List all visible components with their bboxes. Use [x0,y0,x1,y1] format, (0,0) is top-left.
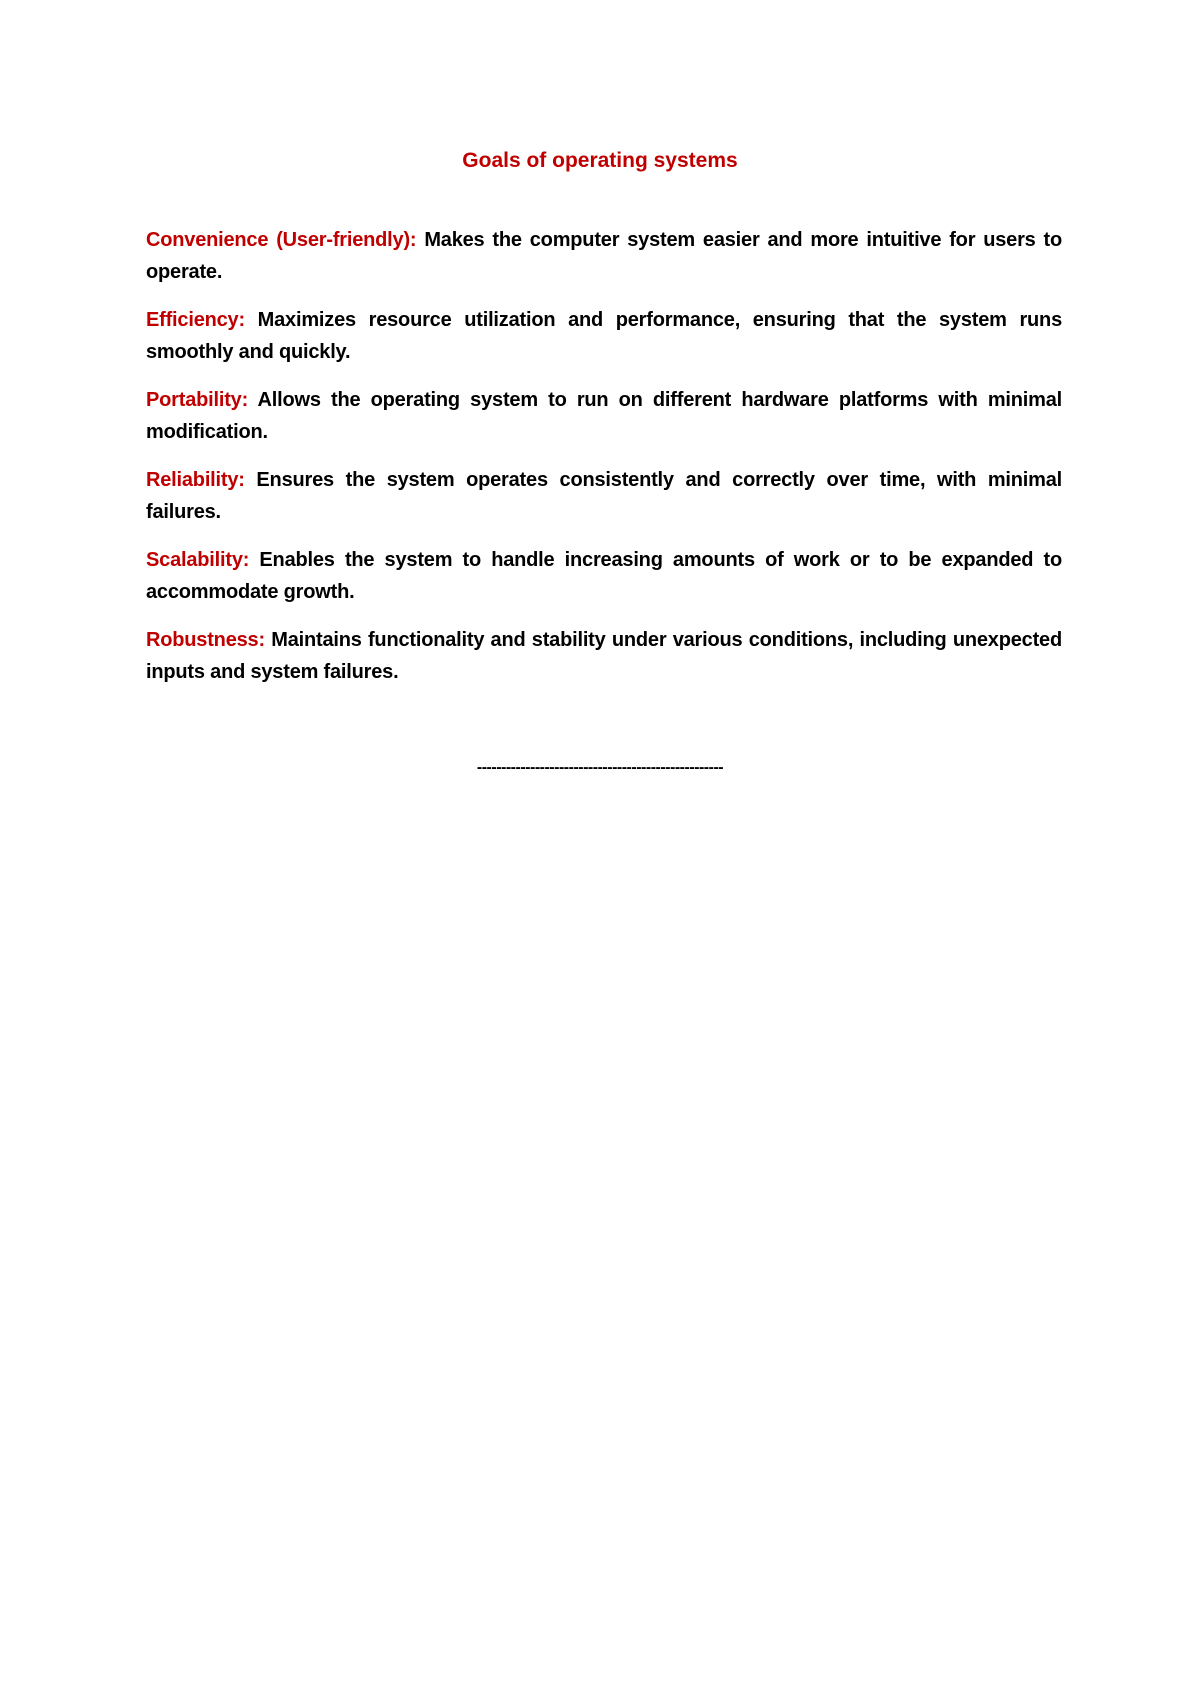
goal-description: Maintains functionality and stability under various conditions, including unexpected inputs and system failures. [146,629,1062,683]
goal-term: Robustness: [146,629,265,651]
goal-item-portability [146,384,1062,448]
goal-description: Ensures the system operates consistently and correctly over time, with minimal failures. [146,469,1063,523]
goal-description: Makes the computer system easier and more intuitive for users to operate. [146,229,1062,283]
goal-item-robustness [146,624,1062,688]
goal-description: Allows the operating system to run on different hardware platforms with minimal modification. [146,389,1062,443]
goal-term: Efficiency: [146,309,245,331]
goal-term: Reliability: [146,469,245,491]
goal-description: Enables the system to handle increasing amounts of work or to be expanded to accommodate growth. [146,549,1062,603]
goal-item-scalability [146,544,1062,608]
goal-item-reliability [146,464,1062,528]
end-divider: --------------------------------------------------- [476,759,724,776]
goal-term: Convenience (User-friendly): [146,229,417,251]
goals-list [146,224,1062,704]
goal-description: Maximizes resource utilization and performance, ensuring that the system runs smoothly and quickly. [146,309,1062,363]
goal-term: Scalability: [146,549,250,571]
goal-item-efficiency [146,304,1062,368]
goal-item-convenience [146,224,1062,288]
goal-term: Portability: [146,389,249,411]
document-title: Goals of operating systems [462,149,738,172]
